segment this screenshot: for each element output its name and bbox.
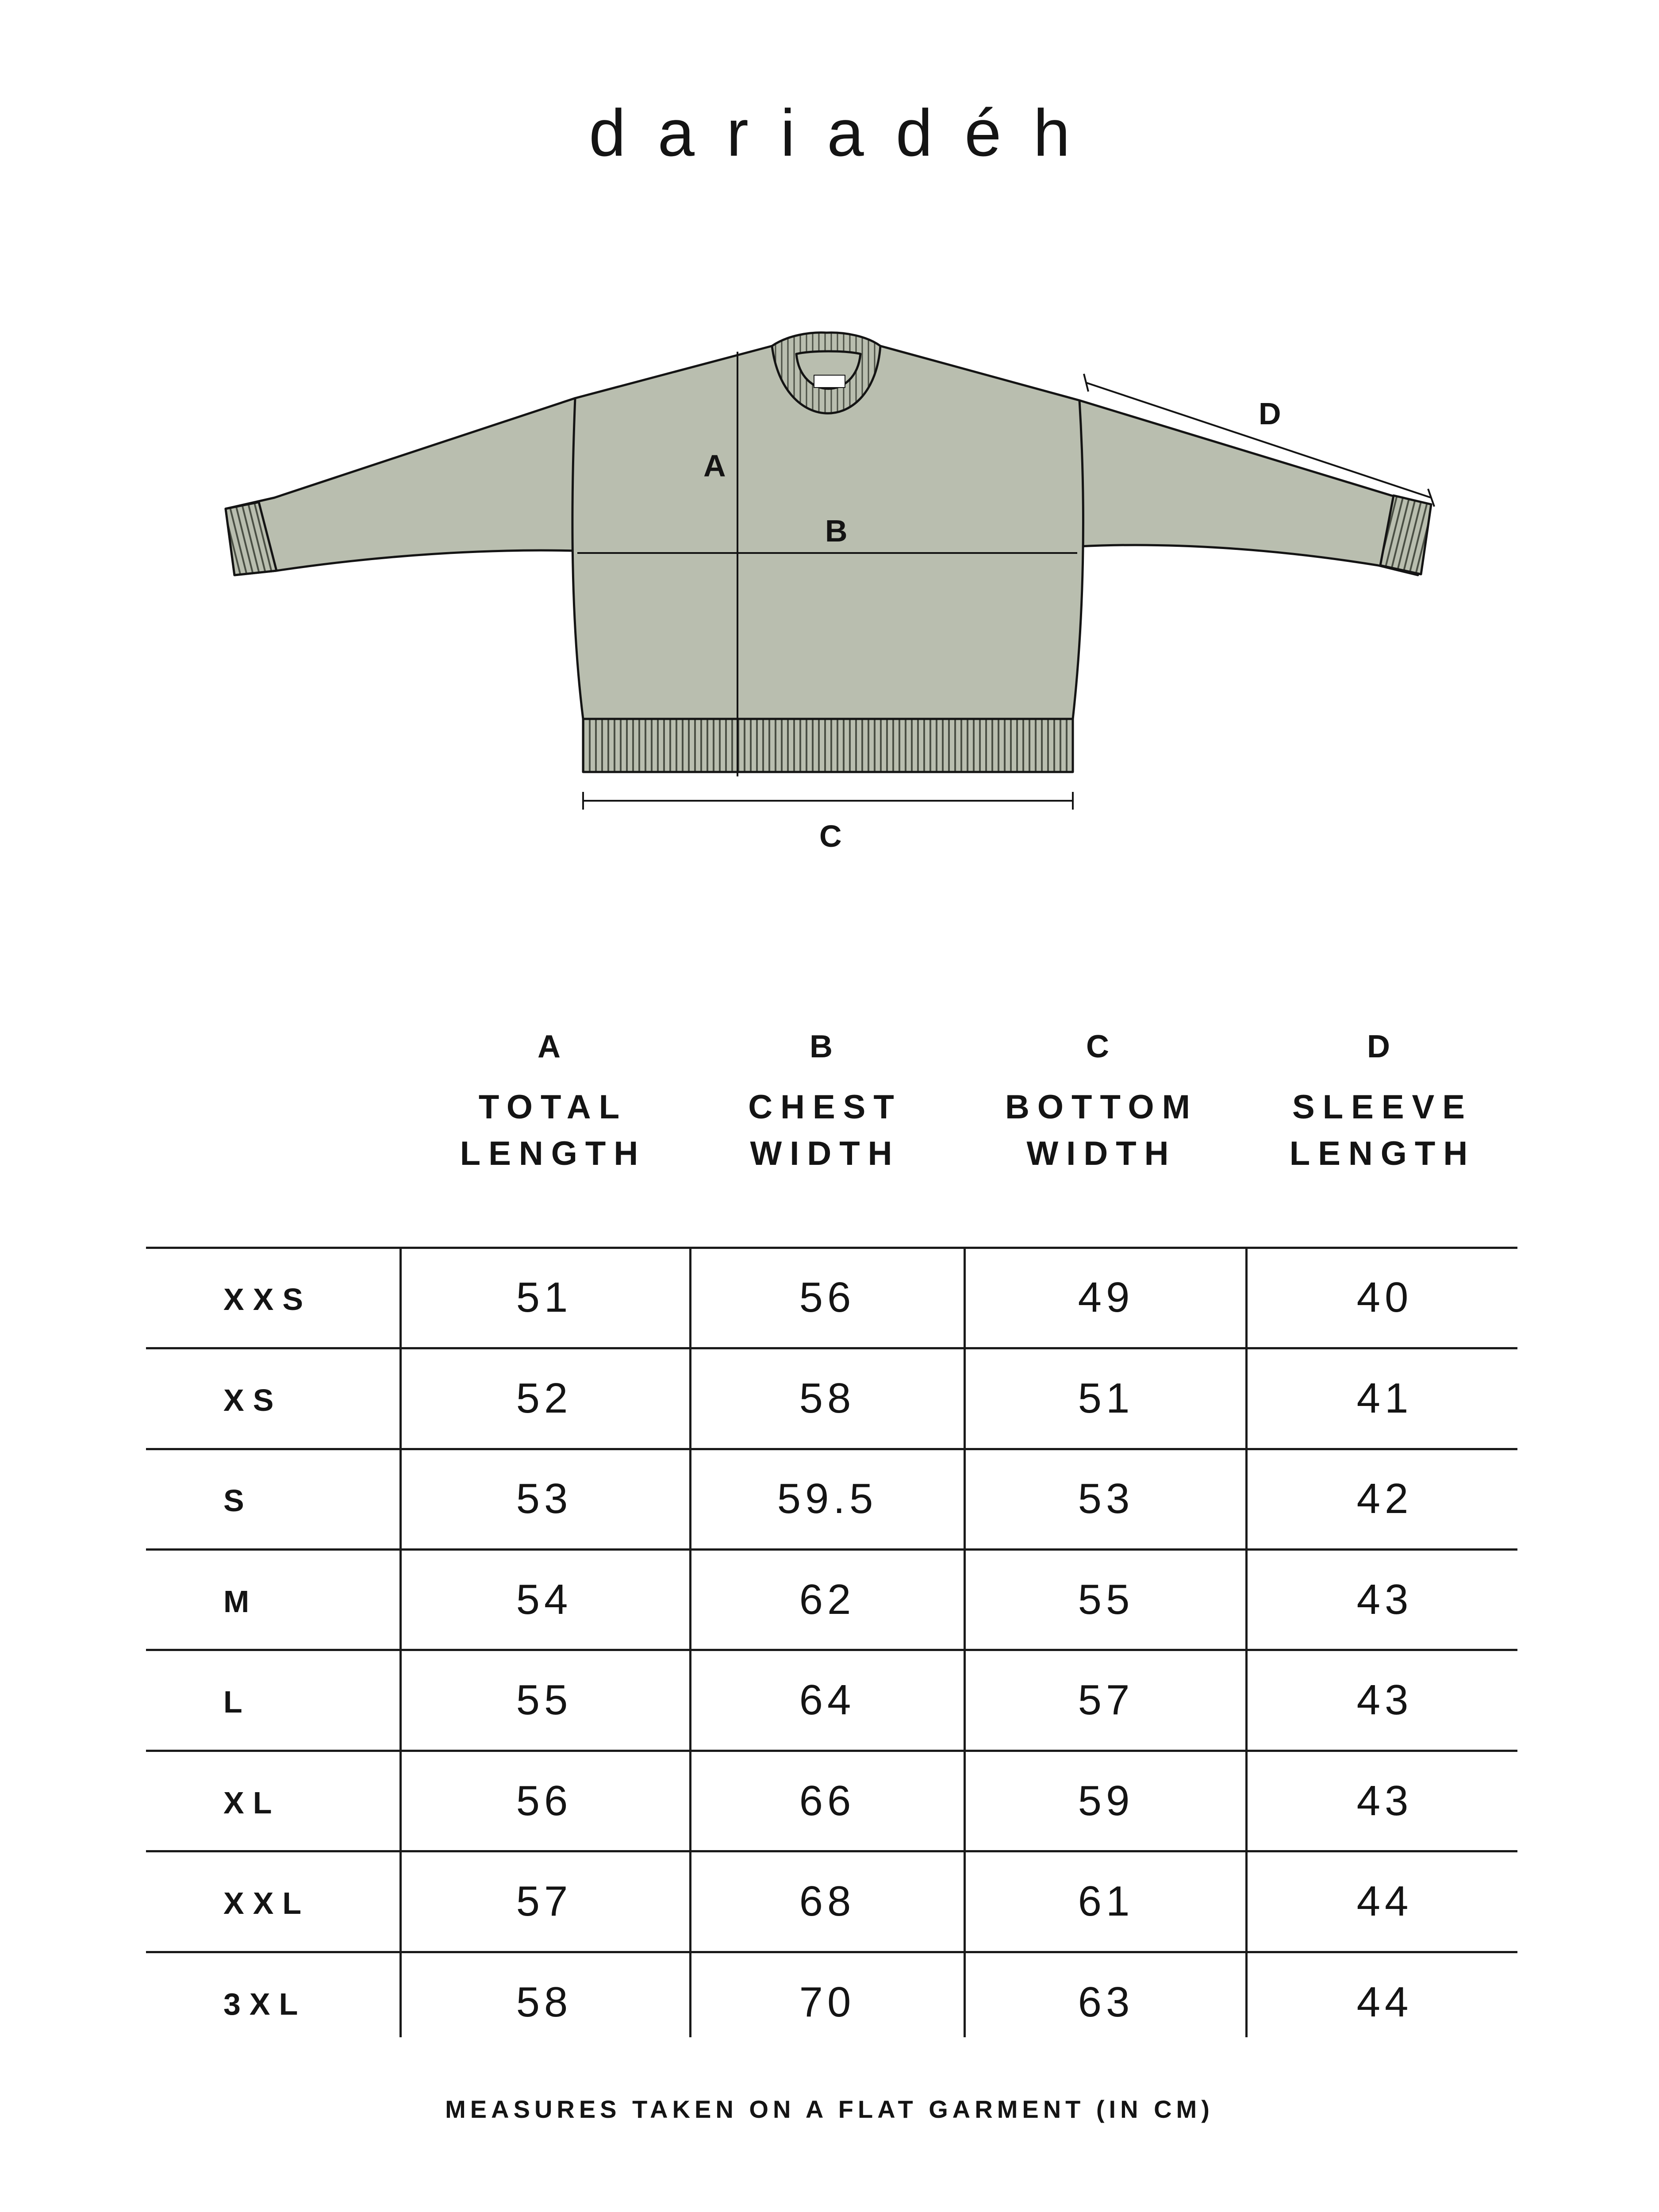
diagram-label-d: D bbox=[1259, 396, 1283, 431]
table-column-divider bbox=[399, 1248, 402, 2037]
column-header-bottom-width: BOTTOM WIDTH bbox=[1005, 1088, 1198, 1172]
column-letter-a: A bbox=[538, 1029, 568, 1064]
cell-total-length: 57 bbox=[516, 1878, 572, 1925]
column-header-chest-width: CHEST WIDTH bbox=[748, 1088, 902, 1172]
left-sleeve bbox=[226, 398, 575, 575]
column-letter-c: C bbox=[1086, 1029, 1117, 1064]
cell-chest-width: 58 bbox=[799, 1375, 856, 1422]
table-divider bbox=[146, 1347, 1517, 1349]
bottom-rib bbox=[583, 719, 1073, 772]
diagram-label-a: A bbox=[703, 449, 728, 483]
size-label: 3XL bbox=[223, 1987, 307, 2021]
cell-total-length: 54 bbox=[516, 1576, 572, 1623]
cell-bottom-width: 51 bbox=[1078, 1375, 1134, 1422]
cell-bottom-width: 49 bbox=[1078, 1274, 1134, 1321]
table-divider bbox=[146, 1649, 1517, 1651]
cell-chest-width: 68 bbox=[799, 1878, 856, 1925]
size-label: XS bbox=[223, 1383, 283, 1417]
neck-tag bbox=[814, 375, 845, 388]
size-label: XXL bbox=[223, 1886, 311, 1920]
column-letter-b: B bbox=[810, 1029, 841, 1064]
cell-sleeve-length: 42 bbox=[1356, 1475, 1413, 1522]
table-divider bbox=[146, 1850, 1517, 1852]
size-label: S bbox=[223, 1483, 253, 1518]
cell-bottom-width: 63 bbox=[1078, 1978, 1134, 2026]
cell-chest-width: 70 bbox=[799, 1978, 856, 2026]
column-letter-d: D bbox=[1367, 1029, 1398, 1064]
cell-sleeve-length: 41 bbox=[1356, 1375, 1413, 1422]
cell-sleeve-length: 43 bbox=[1356, 1576, 1413, 1623]
table-divider bbox=[146, 1548, 1517, 1551]
cell-sleeve-length: 43 bbox=[1356, 1777, 1413, 1824]
cell-chest-width: 66 bbox=[799, 1777, 856, 1824]
cell-bottom-width: 59 bbox=[1078, 1777, 1134, 1824]
size-label: L bbox=[223, 1685, 251, 1719]
diagram-label-c: C bbox=[819, 819, 844, 853]
right-sleeve bbox=[1079, 396, 1429, 575]
column-header-total-length: TOTAL LENGTH bbox=[460, 1088, 646, 1172]
cell-sleeve-length: 44 bbox=[1356, 1878, 1413, 1925]
table-divider bbox=[146, 1951, 1517, 1953]
cell-total-length: 53 bbox=[516, 1475, 572, 1522]
size-label: M bbox=[223, 1584, 258, 1619]
footer-note: MEASURES TAKEN ON A FLAT GARMENT (IN CM) bbox=[445, 2095, 1214, 2123]
sweater-diagram bbox=[0, 0, 1659, 885]
size-label: XL bbox=[223, 1786, 281, 1820]
brand-logo: dariadéh bbox=[589, 96, 1102, 170]
cell-sleeve-length: 44 bbox=[1356, 1978, 1413, 2026]
cell-chest-width: 64 bbox=[799, 1676, 856, 1724]
cell-total-length: 51 bbox=[516, 1274, 572, 1321]
cell-chest-width: 56 bbox=[799, 1274, 856, 1321]
cell-total-length: 52 bbox=[516, 1375, 572, 1422]
cell-chest-width: 59.5 bbox=[777, 1475, 878, 1522]
diagram-label-b: B bbox=[825, 514, 849, 548]
table-divider bbox=[146, 1448, 1517, 1450]
cell-total-length: 55 bbox=[516, 1676, 572, 1724]
cell-bottom-width: 55 bbox=[1078, 1576, 1134, 1623]
cell-bottom-width: 53 bbox=[1078, 1475, 1134, 1522]
cell-total-length: 58 bbox=[516, 1978, 572, 2026]
table-divider bbox=[146, 1247, 1517, 1249]
cell-bottom-width: 61 bbox=[1078, 1878, 1134, 1925]
size-label: XXS bbox=[223, 1282, 312, 1317]
cell-total-length: 56 bbox=[516, 1777, 572, 1824]
column-header-sleeve-length: SLEEVE LENGTH bbox=[1289, 1088, 1476, 1172]
cell-bottom-width: 57 bbox=[1078, 1676, 1134, 1724]
cell-sleeve-length: 40 bbox=[1356, 1274, 1413, 1321]
cell-sleeve-length: 43 bbox=[1356, 1676, 1413, 1724]
table-divider bbox=[146, 1750, 1517, 1752]
cell-chest-width: 62 bbox=[799, 1576, 856, 1623]
